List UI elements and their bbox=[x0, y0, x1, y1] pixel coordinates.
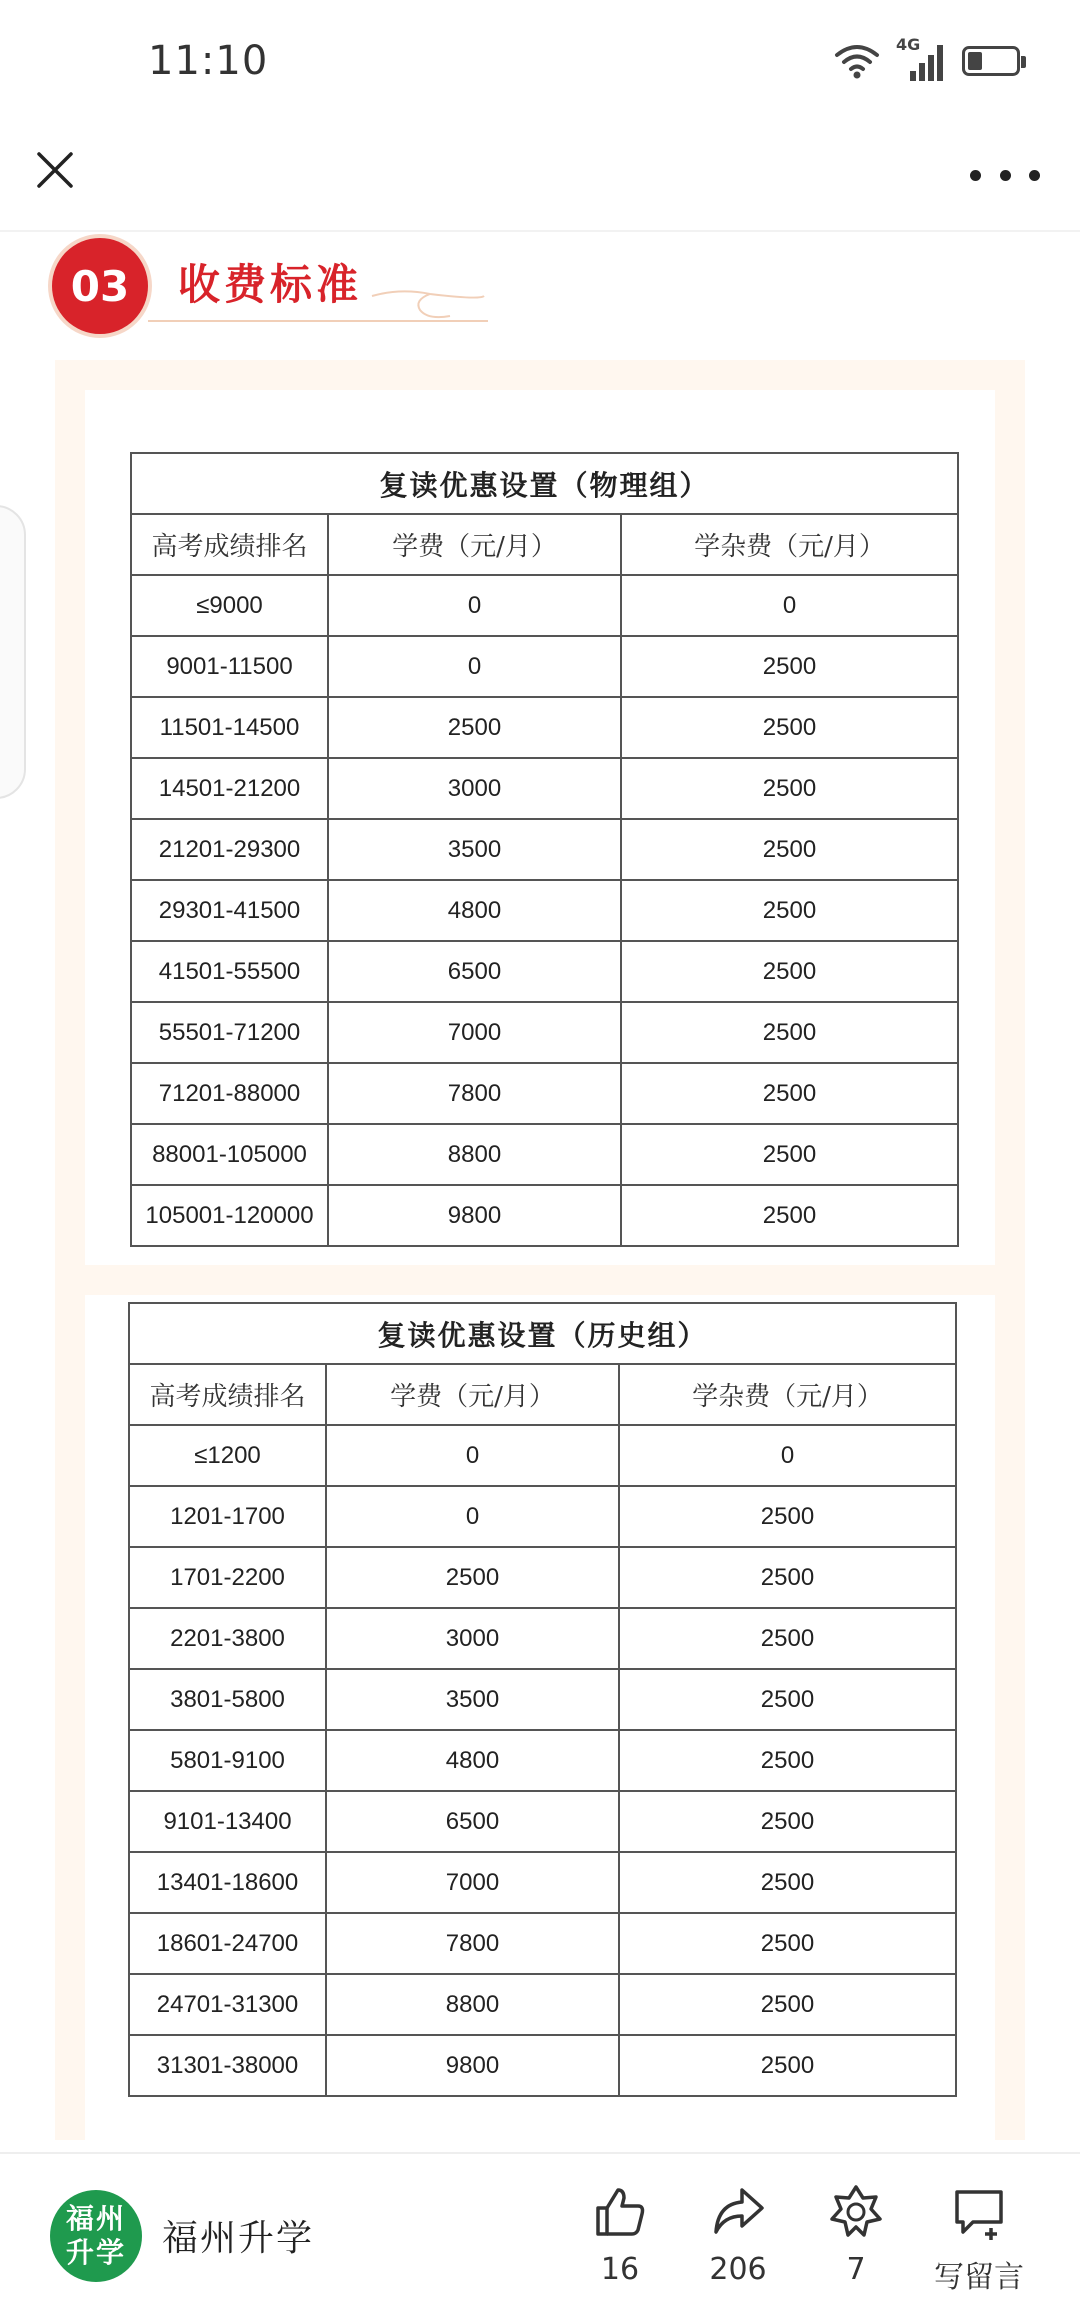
table-cell: 0 bbox=[326, 1486, 619, 1547]
table-cell: 3000 bbox=[328, 758, 621, 819]
column-header: 高考成绩排名 bbox=[129, 1364, 326, 1425]
account-avatar[interactable]: 福州 升学 bbox=[50, 2190, 142, 2282]
table-row bbox=[131, 697, 958, 758]
account-name[interactable]: 福州升学 bbox=[162, 2218, 315, 2259]
table-row bbox=[129, 1608, 956, 1669]
top-nav bbox=[0, 125, 1080, 232]
section-title: 收费标准 bbox=[178, 260, 363, 309]
table-row bbox=[131, 1063, 958, 1124]
star-icon bbox=[828, 2184, 884, 2240]
table-cell: 2500 bbox=[621, 1063, 958, 1124]
table-row bbox=[129, 1913, 956, 1974]
section-header bbox=[52, 238, 472, 338]
table-cell: 2500 bbox=[621, 1185, 958, 1246]
table-cell: 2500 bbox=[621, 1002, 958, 1063]
table-cell: 1701-2200 bbox=[129, 1547, 326, 1608]
table-cell: 24701-31300 bbox=[129, 1974, 326, 2035]
close-button[interactable] bbox=[28, 143, 82, 197]
column-header: 高考成绩排名 bbox=[131, 514, 328, 575]
like-button[interactable] bbox=[560, 2184, 680, 2299]
table-cell: 88001-105000 bbox=[131, 1124, 328, 1185]
table-cell: ≤9000 bbox=[131, 575, 328, 636]
table-cell: 7000 bbox=[328, 1002, 621, 1063]
table-cell: 2201-3800 bbox=[129, 1608, 326, 1669]
table-cell: ≤1200 bbox=[129, 1425, 326, 1486]
table-row bbox=[131, 941, 958, 1002]
table-cell: 0 bbox=[328, 636, 621, 697]
wifi-icon bbox=[834, 41, 880, 81]
column-header: 学费（元/月） bbox=[326, 1364, 619, 1425]
table-cell: 3500 bbox=[326, 1669, 619, 1730]
table-title-row bbox=[129, 1303, 956, 1364]
table-row bbox=[129, 1425, 956, 1486]
table-row bbox=[131, 636, 958, 697]
table-row bbox=[131, 575, 958, 636]
table-cell: 2500 bbox=[619, 1913, 956, 1974]
table-cell: 2500 bbox=[619, 1669, 956, 1730]
like-count: 16 bbox=[600, 2252, 640, 2287]
table-row bbox=[131, 819, 958, 880]
table-cell: 9800 bbox=[326, 2035, 619, 2096]
table-row bbox=[129, 1852, 956, 1913]
table-cell: 3000 bbox=[326, 1608, 619, 1669]
close-icon bbox=[35, 150, 75, 190]
table-cell: 0 bbox=[328, 575, 621, 636]
table-cell: 2500 bbox=[621, 941, 958, 1002]
table-cell: 8800 bbox=[328, 1124, 621, 1185]
table-cell: 1201-1700 bbox=[129, 1486, 326, 1547]
table-cell: 7800 bbox=[326, 1913, 619, 1974]
table-cell: 2500 bbox=[621, 697, 958, 758]
comment-label: 写留言 bbox=[934, 2260, 1024, 2295]
comment-add-icon bbox=[951, 2184, 1007, 2240]
table-cell: 18601-24700 bbox=[129, 1913, 326, 1974]
section-number-badge: 03 bbox=[52, 238, 148, 334]
table-title-row bbox=[131, 453, 958, 514]
table-cell: 9800 bbox=[328, 1185, 621, 1246]
table-title: 复读优惠设置（物理组） bbox=[131, 453, 958, 514]
table-header-row bbox=[131, 514, 958, 575]
table-cell: 6500 bbox=[326, 1791, 619, 1852]
fee-table-physics bbox=[130, 452, 959, 1247]
table-cell: 2500 bbox=[619, 2035, 956, 2096]
table-cell: 9101-13400 bbox=[129, 1791, 326, 1852]
table-cell: 2500 bbox=[619, 1974, 956, 2035]
table-cell: 13401-18600 bbox=[129, 1852, 326, 1913]
decorative-swirl-icon bbox=[370, 286, 490, 332]
table-cell: 5801-9100 bbox=[129, 1730, 326, 1791]
table-cell: 2500 bbox=[621, 636, 958, 697]
table-cell: 2500 bbox=[619, 1547, 956, 1608]
table-row bbox=[131, 1124, 958, 1185]
battery-level bbox=[968, 52, 982, 70]
table-row bbox=[129, 1791, 956, 1852]
table-cell: 2500 bbox=[621, 880, 958, 941]
table-cell: 11501-14500 bbox=[131, 697, 328, 758]
table-cell: 8800 bbox=[326, 1974, 619, 2035]
more-button[interactable] bbox=[970, 155, 1040, 195]
table-cell: 7000 bbox=[326, 1852, 619, 1913]
table-cell: 21201-29300 bbox=[131, 819, 328, 880]
recommend-button[interactable] bbox=[796, 2184, 916, 2299]
table-cell: 14501-21200 bbox=[131, 758, 328, 819]
share-button[interactable] bbox=[678, 2184, 798, 2299]
table-cell: 105001-120000 bbox=[131, 1185, 328, 1246]
table-cell: 9001-11500 bbox=[131, 636, 328, 697]
table-cell: 29301-41500 bbox=[131, 880, 328, 941]
table-cell: 2500 bbox=[621, 758, 958, 819]
table-row bbox=[129, 1547, 956, 1608]
status-time: 11:10 bbox=[148, 38, 269, 84]
table-cell: 0 bbox=[619, 1425, 956, 1486]
table-cell: 3801-5800 bbox=[129, 1669, 326, 1730]
table-row bbox=[129, 1669, 956, 1730]
table-cell: 41501-55500 bbox=[131, 941, 328, 1002]
table-row bbox=[129, 1486, 956, 1547]
table-cell: 0 bbox=[621, 575, 958, 636]
table-cell: 4800 bbox=[326, 1730, 619, 1791]
table-row bbox=[131, 758, 958, 819]
column-header: 学杂费（元/月） bbox=[619, 1364, 956, 1425]
table-cell: 55501-71200 bbox=[131, 1002, 328, 1063]
recommend-count: 7 bbox=[846, 2252, 866, 2287]
table-header-row bbox=[129, 1364, 956, 1425]
table-cell: 7800 bbox=[328, 1063, 621, 1124]
column-header: 学杂费（元/月） bbox=[621, 514, 958, 575]
table-row bbox=[131, 880, 958, 941]
bottom-bar bbox=[0, 2152, 1080, 2312]
table-cell: 6500 bbox=[328, 941, 621, 1002]
table-title: 复读优惠设置（历史组） bbox=[129, 1303, 956, 1364]
status-icons bbox=[834, 36, 1020, 86]
share-icon bbox=[710, 2184, 766, 2240]
share-count: 206 bbox=[709, 2252, 767, 2287]
table-cell: 31301-38000 bbox=[129, 2035, 326, 2096]
table-row bbox=[131, 1185, 958, 1246]
network-type-label: 4G bbox=[896, 35, 921, 54]
more-horizontal-icon bbox=[970, 170, 981, 181]
table-cell: 4800 bbox=[328, 880, 621, 941]
table-cell: 2500 bbox=[619, 1730, 956, 1791]
table-row bbox=[129, 2035, 956, 2096]
table-cell: 2500 bbox=[621, 1124, 958, 1185]
side-drawer-handle[interactable] bbox=[0, 505, 26, 799]
table-cell: 3500 bbox=[328, 819, 621, 880]
fee-table-history bbox=[128, 1302, 957, 2097]
table-row bbox=[129, 1730, 956, 1791]
table-cell: 2500 bbox=[328, 697, 621, 758]
table-row bbox=[129, 1974, 956, 2035]
table-cell: 2500 bbox=[619, 1608, 956, 1669]
table-cell: 2500 bbox=[619, 1791, 956, 1852]
table-cell: 2500 bbox=[619, 1486, 956, 1547]
battery-icon bbox=[962, 46, 1020, 76]
comment-button[interactable] bbox=[914, 2184, 1044, 2299]
column-header: 学费（元/月） bbox=[328, 514, 621, 575]
table-cell: 0 bbox=[326, 1425, 619, 1486]
thumbs-up-icon bbox=[592, 2184, 648, 2240]
table-cell: 2500 bbox=[621, 819, 958, 880]
status-bar bbox=[0, 0, 1080, 125]
table-cell: 71201-88000 bbox=[131, 1063, 328, 1124]
table-row bbox=[131, 1002, 958, 1063]
cellular-signal-icon bbox=[896, 35, 946, 83]
table-cell: 2500 bbox=[326, 1547, 619, 1608]
table-cell: 2500 bbox=[619, 1852, 956, 1913]
